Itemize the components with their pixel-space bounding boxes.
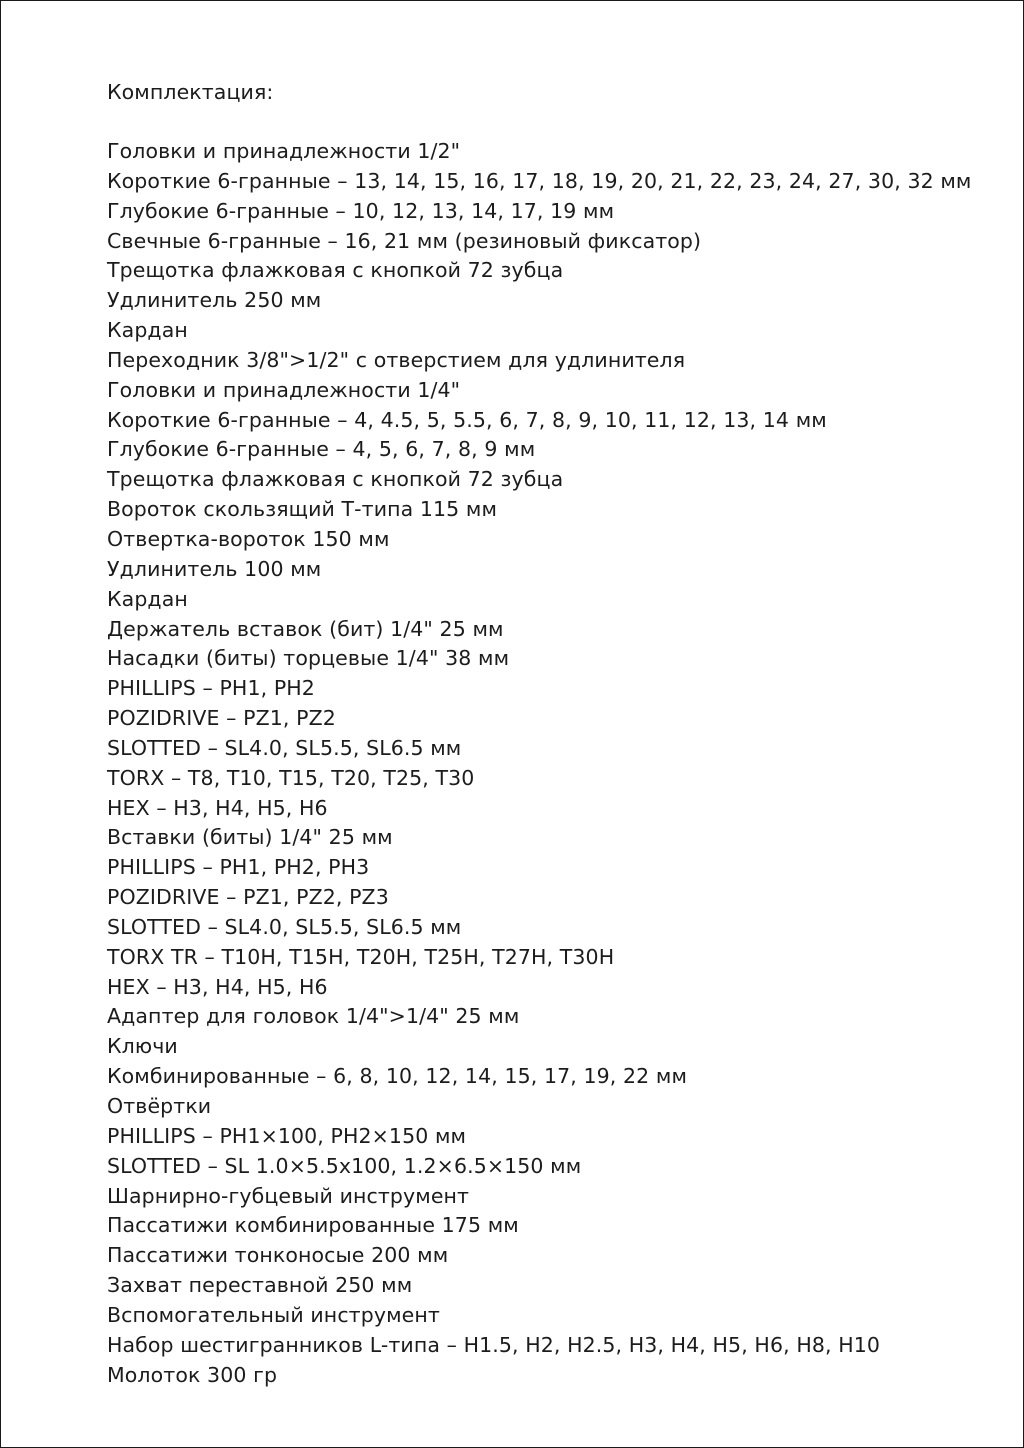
list-item: PHILLIPS – PH1×100, PH2×150 мм <box>107 1123 467 1148</box>
list-item: Насадки (биты) торцевые 1/4" 38 мм <box>107 646 510 671</box>
list-item: Кардан <box>107 586 188 611</box>
list-item: Пассатижи тонконосые 200 мм <box>107 1243 449 1268</box>
list-item: POZIDRIVE – PZ1, PZ2 <box>107 706 336 731</box>
list-item: Отвертка-вороток 150 мм <box>107 526 390 551</box>
list-item: Короткие 6-гранные – 4, 4.5, 5, 5.5, 6, 7, 8, 9, 10, 11, 12, 13, 14 мм <box>107 407 827 432</box>
list-item: SLOTTED – SL 1.0×5.5x100, 1.2×6.5×150 мм <box>107 1153 582 1178</box>
list-item: SLOTTED – SL4.0, SL5.5, SL6.5 мм <box>107 735 462 760</box>
list-item: Переходник 3/8">1/2" с отверстием для удлинителя <box>107 347 686 372</box>
list-item: Вспомогательный инструмент <box>107 1302 440 1327</box>
list-item: Головки и принадлежности 1/4" <box>107 377 461 402</box>
list-item: Комбинированные – 6, 8, 10, 12, 14, 15, 17, 19, 22 мм <box>107 1064 688 1089</box>
equipment-list <box>107 137 987 1390</box>
list-item: Кардан <box>107 318 188 343</box>
list-item: HEX – H3, H4, H5, H6 <box>107 974 328 999</box>
list-item: Глубокие 6-гранные – 10, 12, 13, 14, 17, 19 мм <box>107 198 615 223</box>
list-item: Держатель вставок (бит) 1/4" 25 мм <box>107 616 504 641</box>
list-item: Набор шестигранников L-типа – H1.5, H2, H2.5, H3, H4, H5, H6, H8, H10 <box>107 1332 881 1357</box>
list-item: TORX TR – T10H, T15H, T20H, T25H, T27H, T30H <box>107 944 615 969</box>
list-item: Свечные 6-гранные – 16, 21 мм (резиновый фиксатор) <box>107 228 702 253</box>
list-item: Молоток 300 гр <box>107 1362 278 1387</box>
list-item: Ключи <box>107 1034 178 1059</box>
list-item: Адаптер для головок 1/4">1/4" 25 мм <box>107 1004 520 1029</box>
list-item: Пассатижи комбинированные 175 мм <box>107 1213 519 1238</box>
list-item: PHILLIPS – PH1, PH2, PH3 <box>107 855 370 880</box>
list-item: Шарнирно-губцевый инструмент <box>107 1183 470 1208</box>
list-item: HEX – H3, H4, H5, H6 <box>107 795 328 820</box>
list-item: Захват переставной 250 мм <box>107 1273 413 1298</box>
list-item: Трещотка флажковая с кнопкой 72 зубца <box>107 258 564 283</box>
list-item: Глубокие 6-гранные – 4, 5, 6, 7, 8, 9 мм <box>107 437 536 462</box>
heading-spacer <box>107 107 987 137</box>
list-item: Вороток скользящий Т-типа 115 мм <box>107 497 498 522</box>
list-item: Отвёртки <box>107 1094 212 1118</box>
list-item: TORX – T8, T10, T15, T20, T25, T30 <box>107 765 475 790</box>
document-heading: Комплектация: <box>107 80 274 104</box>
document-content <box>107 77 987 1390</box>
list-item: POZIDRIVE – PZ1, PZ2, PZ3 <box>107 885 389 910</box>
list-item: PHILLIPS – PH1, PH2 <box>107 676 315 701</box>
list-item: Трещотка флажковая с кнопкой 72 зубца <box>107 467 564 492</box>
list-item: Удлинитель 250 мм <box>107 288 322 313</box>
list-item: Головки и принадлежности 1/2" <box>107 139 461 163</box>
list-item: Короткие 6-гранные – 13, 14, 15, 16, 17, 18, 19, 20, 21, 22, 23, 24, 27, 30, 32 мм <box>107 168 972 193</box>
list-item: Удлинитель 100 мм <box>107 556 322 581</box>
list-item: SLOTTED – SL4.0, SL5.5, SL6.5 мм <box>107 914 462 939</box>
list-item: Вставки (биты) 1/4" 25 мм <box>107 825 393 850</box>
